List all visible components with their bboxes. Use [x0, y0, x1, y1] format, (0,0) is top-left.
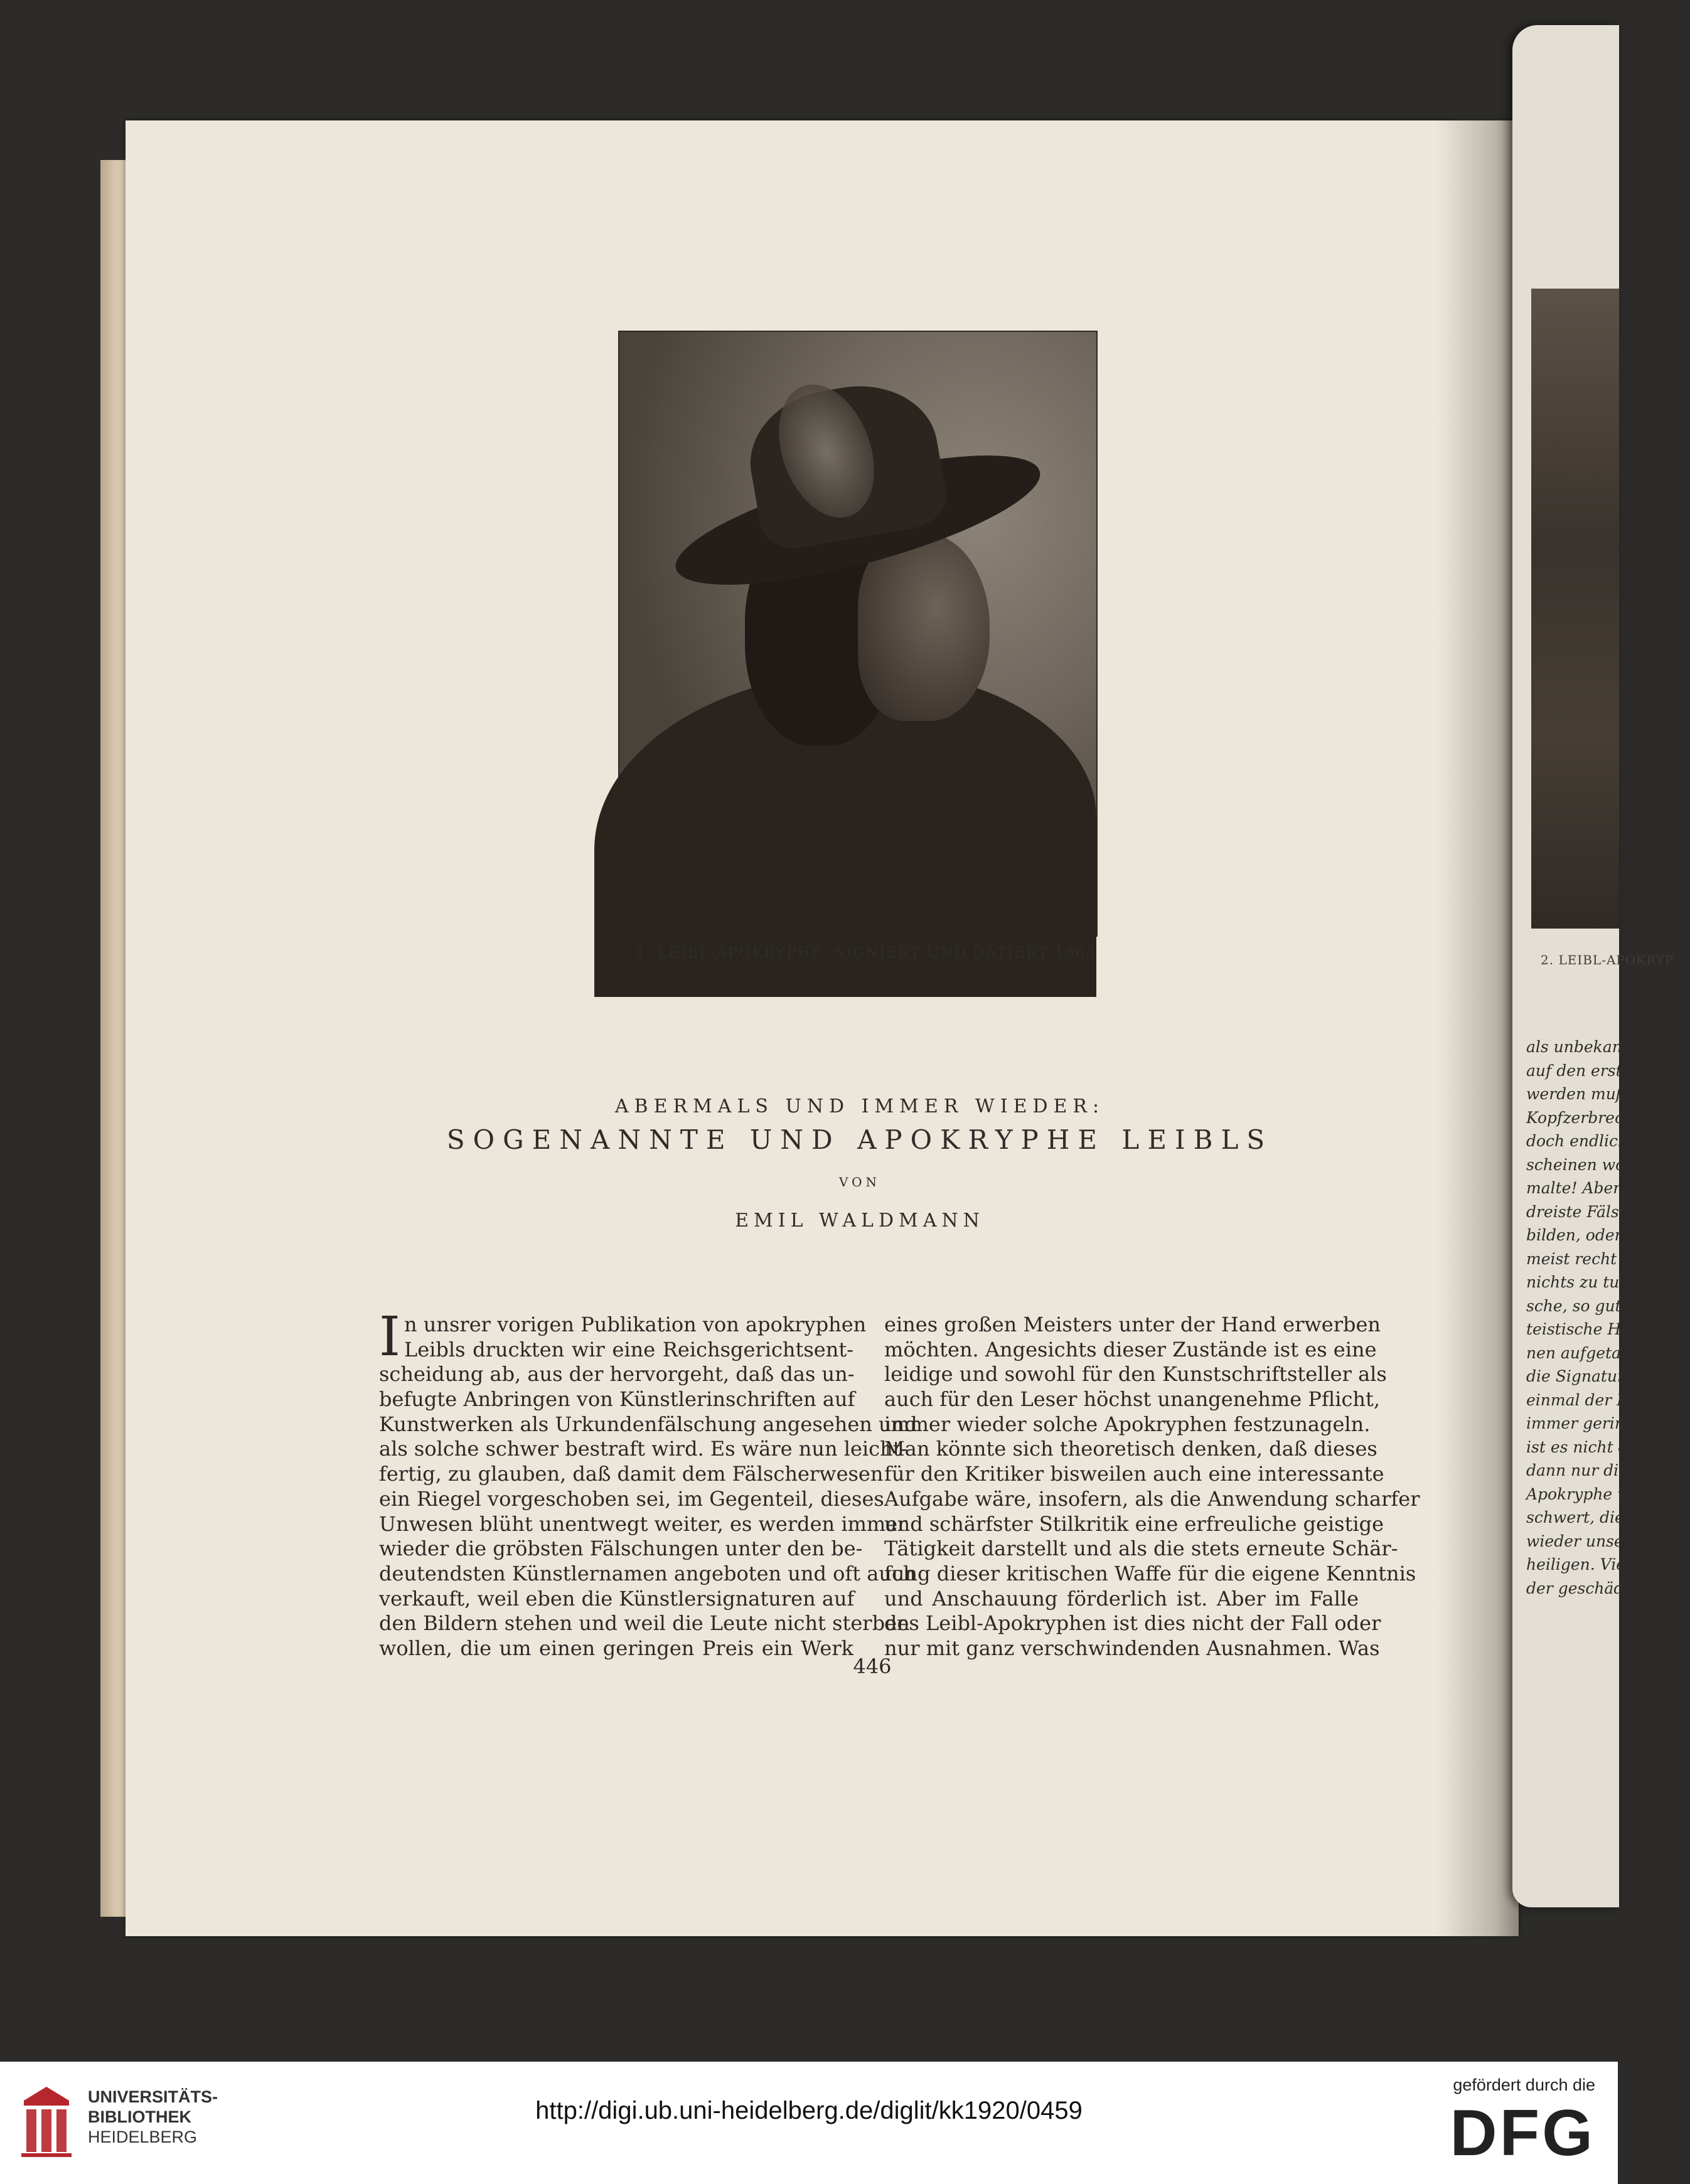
facing-line: ist es nicht das eig [1526, 1437, 1676, 1456]
facing-line: immer geringen) F [1526, 1414, 1676, 1432]
text-line: immer wieder solche Apokryphen festzunageln. [884, 1412, 1371, 1436]
article-kicker: ABERMALS UND IMMER WIEDER: [614, 1095, 1105, 1117]
text-line: fung dieser kritischen Waffe für die eigene Kenntnis [884, 1561, 1416, 1585]
text-line: eines großen Meisters unter der Hand erwerben [884, 1313, 1381, 1336]
facing-line: auf den ersten B [1526, 1061, 1658, 1080]
text-line: scheidung ab, aus der hervorgeht, daß das un- [379, 1362, 855, 1387]
text-line: Tätigkeit darstellt und als die stets erneute Schär- [884, 1537, 1398, 1561]
text-line: leidige und sowohl für den Kunstschriftsteller als [884, 1362, 1387, 1387]
text-line: verkauft, weil eben die Künstlersignaturen auf [379, 1586, 855, 1611]
drop-cap: I [379, 1306, 400, 1368]
text-line: Unwesen blüht unentwegt weiter, es werden immer [379, 1511, 907, 1536]
facing-line: als unbekannter Le [1526, 1038, 1681, 1056]
text-line: Man könnte sich theoretisch denken, daß dieses [884, 1437, 1377, 1461]
facing-line: einmal der Handsc [1526, 1390, 1677, 1409]
facing-line: scheinen wollte, di [1526, 1155, 1676, 1174]
facing-page-caption: 2. LEIBL-APOKRYP [1541, 952, 1674, 967]
facing-line: nichts zu tun habe [1526, 1273, 1674, 1291]
facing-line: dreiste Fälschunger [1526, 1202, 1685, 1221]
text-line: wollen, die um einen geringen Preis ein Werk [379, 1636, 853, 1660]
permalink-url[interactable]: http://digi.ub.uni-heidelberg.de/diglit/kk1920/0459 [535, 2097, 1083, 2124]
facing-page [1512, 25, 1690, 1907]
library-name-line: BIBLIOTHEK [88, 2107, 191, 2126]
text-line: den Bildern stehen und weil die Leute nicht sterben [379, 1611, 910, 1636]
library-name-line: UNIVERSITÄTS- [88, 2087, 218, 2106]
facing-line: heiligen. Vielleicht [1526, 1555, 1676, 1574]
facing-line: dann nur die Hoff [1526, 1461, 1667, 1479]
face-profile [858, 533, 990, 721]
facing-line: teistische Handschri [1526, 1320, 1690, 1338]
text-line: für den Kritiker bisweilen auch eine interessante [884, 1462, 1384, 1486]
facing-line: nen aufgetauchten [1526, 1343, 1676, 1362]
facing-line: schwert, die uns [1526, 1508, 1657, 1526]
facing-line: Apokryphe werde [1526, 1484, 1667, 1503]
text-line: und Anschauung förderlich ist. Aber im Falle [884, 1586, 1359, 1611]
text-line: nur mit ganz verschwindenden Ausnahmen. Was [884, 1636, 1380, 1660]
funding-notice: gefördert durch die [1453, 2075, 1595, 2094]
text-line: fertig, zu glauben, daß damit dem Fälscherwesen [379, 1462, 884, 1486]
figure-caption: 1. LEIBL-APOKRYPHE. SIGNIERT UND DATIERT 1863 [635, 945, 1097, 961]
facing-line: Kopfzerbrechen dar [1526, 1108, 1685, 1127]
facing-line: malte! Aber nein [1526, 1179, 1661, 1197]
dfg-logo[interactable]: DFG [1450, 2097, 1595, 2170]
facing-line: doch endlich ein [1526, 1132, 1657, 1150]
text-line: befugte Anbringen von Künstlerinschriften auf [379, 1387, 855, 1412]
text-line: als solche schwer bestraft wird. Es wäre nun leicht- [379, 1437, 908, 1461]
text-line: ein Riegel vorgeschoben sei, im Gegenteil, dieses [379, 1486, 884, 1511]
text-column-right [884, 1313, 1420, 1661]
facing-line: sche, so gut beka [1526, 1296, 1665, 1315]
text-line: n unsrer vorigen Publikation von apokryphen [404, 1313, 867, 1336]
text-column-left [379, 1306, 917, 1661]
page-number: 446 [853, 1654, 892, 1678]
facing-line: werden muß, so u [1526, 1085, 1669, 1103]
text-line: auch für den Leser höchst unangenehme Pflicht, [884, 1387, 1380, 1412]
text-line: des Leibl-Apokryphen ist dies nicht der Fall oder [884, 1611, 1381, 1636]
text-line: Leibls druckten wir eine Reichsgerichtsent- [404, 1337, 853, 1361]
facing-page-illustration [1531, 289, 1619, 929]
facing-page-text [1526, 1035, 1690, 1600]
facing-line: wieder unsere Lese [1526, 1531, 1682, 1550]
text-line: deutendsten Künstlernamen angeboten und oft auch [379, 1561, 916, 1585]
text-line: Kunstwerken als Urkundenfälschung angesehen und [379, 1412, 917, 1436]
article-title: SOGENANNTE UND APOKRYPHE LEIBLS [446, 1124, 1273, 1155]
viewer-footer [0, 2062, 1618, 2184]
text-line: und schärfster Stilkritik eine erfreuliche geistige [884, 1511, 1384, 1536]
facing-line: die Signaturen so [1526, 1367, 1667, 1385]
text-line: wieder die gröbsten Fälschungen unter den be- [379, 1537, 863, 1561]
book-gutter [1437, 120, 1519, 1936]
article-author: EMIL WALDMANN [735, 1210, 985, 1232]
portrait-illustration [618, 331, 1098, 937]
facing-line: bilden, oder aber [1526, 1226, 1664, 1244]
byline-von: VON [839, 1175, 880, 1190]
library-name-line: HEIDELBERG [88, 2128, 198, 2146]
text-line: Aufgabe wäre, insofern, als die Anwendung scharfer [884, 1486, 1420, 1511]
text-line: möchten. Angesichts dieser Zustände ist es eine [884, 1337, 1377, 1361]
facing-line: der geschädigten K [1526, 1579, 1681, 1597]
facing-line: meist recht mittel [1526, 1249, 1669, 1268]
